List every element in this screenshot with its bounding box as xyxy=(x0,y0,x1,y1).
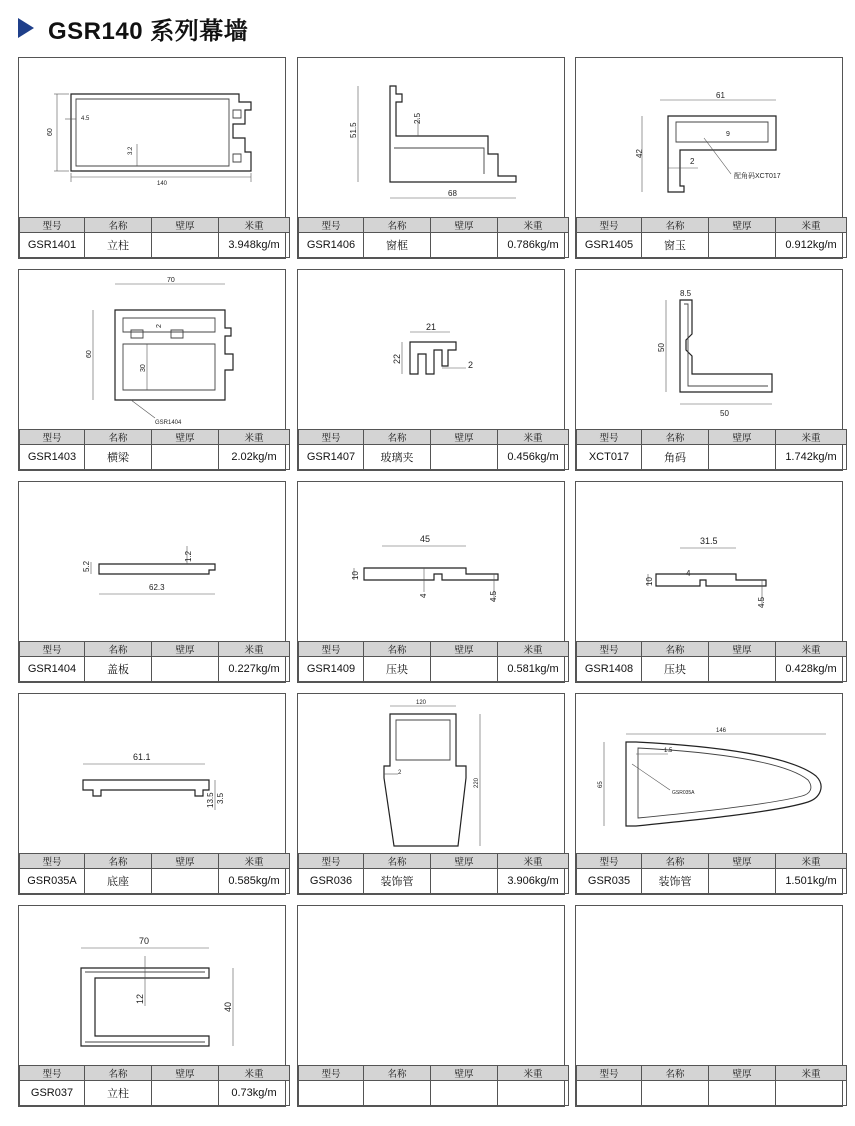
name-cell: 盖板 xyxy=(85,657,152,682)
name-cell xyxy=(364,1081,431,1106)
profile-drawing xyxy=(576,694,842,854)
dim-label: 22 xyxy=(392,353,402,364)
name-cell: 压块 xyxy=(364,657,431,682)
dim-label: 4 xyxy=(686,569,691,578)
profile-drawing xyxy=(298,482,564,642)
profile-drawing xyxy=(19,482,285,642)
weight-cell: 3.906kg/m xyxy=(498,869,569,894)
weight-cell: 0.73kg/m xyxy=(219,1081,290,1106)
model-cell: XCT017 xyxy=(577,445,642,470)
dim-label: 配角码XCT017 xyxy=(734,173,781,180)
profile-card xyxy=(575,693,843,895)
dim-label: 60 xyxy=(47,128,54,136)
model-cell: GSR1403 xyxy=(20,445,85,470)
dim-label: 146 xyxy=(716,728,727,734)
weight-cell xyxy=(498,1081,569,1106)
dim-label: 3.5 xyxy=(216,792,225,804)
profile-card xyxy=(575,481,843,683)
name-cell: 窗玉 xyxy=(642,233,709,258)
profile-card xyxy=(297,693,565,895)
spec-table: 型号 名称 壁厚 米重 GSR037 立柱 0.73kg/m xyxy=(19,1065,290,1106)
model-cell: GSR035 xyxy=(577,869,642,894)
dim-label: 65 xyxy=(598,781,604,788)
weight-cell: 3.948kg/m xyxy=(219,233,290,258)
name-cell: 压块 xyxy=(642,657,709,682)
spec-table: 型号 名称 壁厚 米重 xyxy=(298,1065,569,1106)
dim-label: 8.5 xyxy=(680,289,692,298)
spec-table: 型号 名称 壁厚 米重 GSR1408 压块 0.428kg/m xyxy=(576,641,847,682)
model-cell: GSR035A xyxy=(20,869,85,894)
model-cell xyxy=(299,1081,364,1106)
profile-drawing xyxy=(576,906,842,1066)
name-cell: 底座 xyxy=(85,869,152,894)
profile-drawing xyxy=(576,58,842,218)
dim-label: 70 xyxy=(167,277,175,284)
profile-card xyxy=(18,57,286,259)
dim-label: 12 xyxy=(135,993,145,1004)
name-cell: 装饰管 xyxy=(364,869,431,894)
spec-table: 型号 名称 壁厚 米重 GSR1407 玻璃夹 0.456kg/m xyxy=(298,429,569,470)
wall-cell xyxy=(431,1081,498,1106)
spec-table: 型号 名称 壁厚 米重 GSR035 装饰管 1.501kg/m xyxy=(576,853,847,894)
dim-label: 61.1 xyxy=(133,752,151,762)
model-cell: GSR1409 xyxy=(299,657,364,682)
profile-drawing xyxy=(298,694,564,854)
dim-label: 2 xyxy=(156,324,163,328)
profile-drawing xyxy=(19,694,285,854)
triangle-bullet-icon xyxy=(18,18,34,38)
wall-cell xyxy=(709,869,776,894)
dim-label: 4.5 xyxy=(757,596,766,608)
spec-table: 型号 名称 壁厚 米重 GSR1401 立柱 3.948kg/m xyxy=(19,217,290,258)
profile-drawing xyxy=(576,482,842,642)
profile-card xyxy=(297,481,565,683)
weight-cell: 1.742kg/m xyxy=(776,445,847,470)
dim-label: 2 xyxy=(690,157,695,166)
profile-card xyxy=(575,269,843,471)
profile-card xyxy=(297,57,565,259)
profile-drawing xyxy=(298,270,564,430)
wall-cell xyxy=(709,1081,776,1106)
wall-cell xyxy=(709,233,776,258)
profile-card xyxy=(18,905,286,1107)
model-cell: GSR1408 xyxy=(577,657,642,682)
spec-table: 型号 名称 壁厚 米重 GSR1406 窗框 0.786kg/m xyxy=(298,217,569,258)
dim-label: 2.5 xyxy=(413,112,422,124)
weight-cell: 0.456kg/m xyxy=(498,445,569,470)
name-cell: 窗框 xyxy=(364,233,431,258)
dim-label: 4 xyxy=(419,593,428,598)
wall-cell xyxy=(152,233,219,258)
spec-table: 型号 名称 壁厚 米重 GSR035A 底座 0.585kg/m xyxy=(19,853,290,894)
profile-drawing xyxy=(576,270,842,430)
weight-cell: 0.585kg/m xyxy=(219,869,290,894)
dim-label: 2 xyxy=(468,360,474,370)
model-cell xyxy=(577,1081,642,1106)
dim-label: 62.3 xyxy=(149,583,165,592)
spec-table: 型号 名称 壁厚 米重 GSR1409 压块 0.581kg/m xyxy=(298,641,569,682)
dim-label: 40 xyxy=(223,1001,233,1012)
dim-label: 51.5 xyxy=(349,122,358,138)
dim-label: 4.5 xyxy=(489,590,498,602)
weight-cell: 0.227kg/m xyxy=(219,657,290,682)
wall-cell xyxy=(152,445,219,470)
dim-label: GSR1404 xyxy=(155,420,182,426)
model-cell: GSR1401 xyxy=(20,233,85,258)
dim-label: 140 xyxy=(157,181,168,187)
profile-card xyxy=(297,269,565,471)
dim-label: 31.5 xyxy=(700,536,718,546)
spec-table: 型号 名称 壁厚 米重 GSR1403 横梁 2.02kg/m xyxy=(19,429,290,470)
dim-label: 1.5 xyxy=(664,748,673,754)
wall-cell xyxy=(431,869,498,894)
dim-label: 68 xyxy=(448,189,457,198)
name-cell: 角码 xyxy=(642,445,709,470)
wall-cell xyxy=(152,657,219,682)
name-cell: 装饰管 xyxy=(642,869,709,894)
dim-label: 60 xyxy=(86,350,93,358)
profile-card xyxy=(18,481,286,683)
spec-table: 型号 名称 壁厚 米重 XCT017 角码 1.742kg/m xyxy=(576,429,847,470)
profile-card xyxy=(18,269,286,471)
wall-cell xyxy=(152,1081,219,1106)
name-cell xyxy=(642,1081,709,1106)
name-cell: 立柱 xyxy=(85,233,152,258)
name-cell: 玻璃夹 xyxy=(364,445,431,470)
profile-card xyxy=(575,905,843,1107)
model-cell: GSR1404 xyxy=(20,657,85,682)
profile-drawing xyxy=(19,58,285,218)
spec-table: 型号 名称 壁厚 米重 GSR1405 窗玉 0.912kg/m xyxy=(576,217,847,258)
weight-cell: 2.02kg/m xyxy=(219,445,290,470)
dim-label: 10 xyxy=(645,577,654,586)
dim-label: 50 xyxy=(657,343,666,352)
profile-card xyxy=(18,693,286,895)
dim-label: 9 xyxy=(726,131,730,138)
model-cell: GSR1406 xyxy=(299,233,364,258)
dim-label: 5.2 xyxy=(82,560,91,572)
dim-label: 2 xyxy=(398,770,402,776)
dim-label: 21 xyxy=(426,322,437,332)
model-cell: GSR036 xyxy=(299,869,364,894)
dim-label: 13.5 xyxy=(206,792,215,808)
weight-cell: 0.581kg/m xyxy=(498,657,569,682)
wall-cell xyxy=(709,445,776,470)
dim-label: 4.5 xyxy=(81,116,90,122)
dim-label: 10 xyxy=(351,571,360,580)
spec-table: 型号 名称 壁厚 米重 GSR036 装饰管 3.906kg/m xyxy=(298,853,569,894)
dim-label: 61 xyxy=(716,91,725,100)
dim-label: 70 xyxy=(139,936,150,946)
weight-cell: 0.786kg/m xyxy=(498,233,569,258)
weight-cell: 0.912kg/m xyxy=(776,233,847,258)
wall-cell xyxy=(709,657,776,682)
name-cell: 立柱 xyxy=(85,1081,152,1106)
weight-cell xyxy=(776,1081,847,1106)
profile-card xyxy=(575,57,843,259)
wall-cell xyxy=(431,657,498,682)
page-header xyxy=(18,10,248,46)
spec-table: 型号 名称 壁厚 米重 xyxy=(576,1065,847,1106)
dim-label: 30 xyxy=(140,364,147,372)
dim-label: 220 xyxy=(474,777,480,788)
weight-cell: 0.428kg/m xyxy=(776,657,847,682)
weight-cell: 1.501kg/m xyxy=(776,869,847,894)
name-cell: 横梁 xyxy=(85,445,152,470)
profile-drawing xyxy=(19,906,285,1066)
model-cell: GSR1405 xyxy=(577,233,642,258)
profile-card xyxy=(297,905,565,1107)
dim-label: 120 xyxy=(416,700,427,706)
model-cell: GSR037 xyxy=(20,1081,85,1106)
page-title: GSR140 系列幕墙 xyxy=(48,17,249,45)
model-cell: GSR1407 xyxy=(299,445,364,470)
profile-drawing xyxy=(298,906,564,1066)
dim-label: 45 xyxy=(420,534,431,544)
spec-table: 型号 名称 壁厚 米重 GSR1404 盖板 0.227kg/m xyxy=(19,641,290,682)
profile-drawing xyxy=(19,270,285,430)
profile-drawing xyxy=(298,58,564,218)
wall-cell xyxy=(431,445,498,470)
wall-cell xyxy=(152,869,219,894)
dim-label: 42 xyxy=(635,149,644,158)
dim-label: GSR035A xyxy=(672,790,695,796)
dim-label: 1.2 xyxy=(184,550,193,562)
wall-cell xyxy=(431,233,498,258)
dim-label: 50 xyxy=(720,409,729,418)
dim-label: 3.2 xyxy=(128,146,134,155)
